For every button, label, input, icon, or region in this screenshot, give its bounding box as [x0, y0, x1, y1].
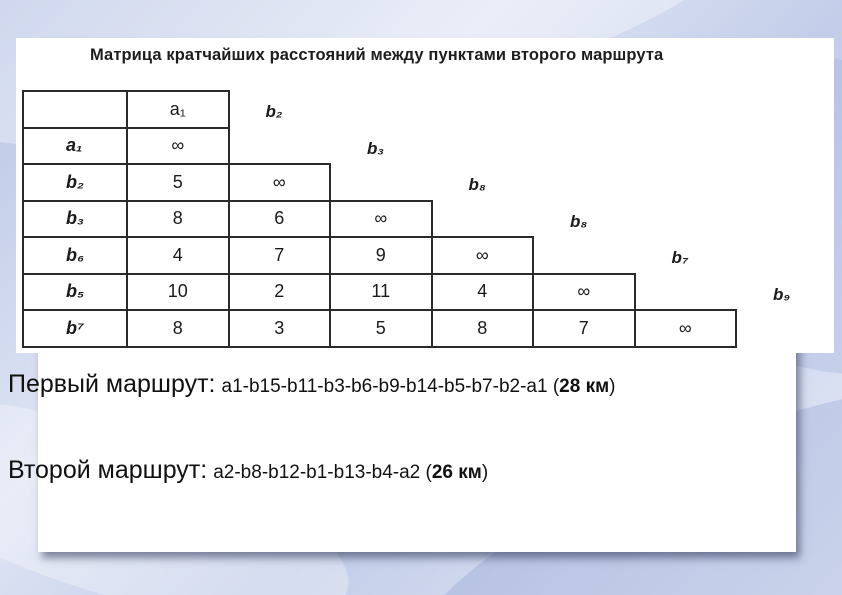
matrix-cell: ∞	[532, 273, 636, 312]
diagonal-label: b₂	[265, 102, 283, 121]
matrix-cell: 11	[329, 273, 433, 312]
second-route-close: )	[481, 462, 489, 483]
second-route-sequence: a2-b8-b12-b1-b13-b4-a2 (	[213, 462, 432, 483]
diagonal-label: b₉	[773, 284, 791, 304]
first-route-label: Первый маршрут:	[8, 370, 216, 398]
matrix-corner-cell	[22, 90, 128, 129]
matrix-cell: ∞	[634, 309, 738, 348]
matrix-title: Матрица кратчайших расстояний между пунктами второго маршрута	[90, 46, 664, 64]
second-route-path	[213, 462, 488, 483]
row-header-cell: b₆	[22, 236, 128, 275]
matrix-cell: 4	[126, 236, 230, 275]
matrix-cell: 9	[329, 236, 433, 275]
first-route-distance: 28 км	[559, 376, 610, 397]
first-route-path	[222, 376, 616, 397]
first-route-close: )	[609, 376, 616, 397]
matrix-cell: 8	[126, 309, 230, 348]
matrix-cell: 4	[431, 273, 535, 312]
diagonal-label: b₈	[468, 175, 486, 194]
first-route	[8, 370, 615, 399]
matrix-cell: 2	[228, 273, 332, 312]
matrix-cell: ∞	[126, 127, 230, 166]
diagonal-label: b₃	[367, 138, 384, 158]
matrix-cell: ∞	[228, 163, 332, 202]
diagonal-label: b₈	[570, 211, 588, 231]
second-route-distance: 26 км	[431, 462, 482, 483]
matrix-cell: 7	[228, 236, 332, 275]
matrix-cell: 8	[126, 200, 230, 239]
row-header-cell: a₁	[22, 127, 128, 166]
matrix-cell: 6	[228, 200, 332, 239]
row-header-cell: b₃	[22, 200, 128, 239]
row-header-cell: b₂	[22, 163, 128, 202]
row-header-cell: b⁷	[22, 309, 128, 348]
matrix-cell: 10	[126, 273, 230, 312]
row-header-cell: b₅	[22, 273, 128, 312]
matrix-cell: 7	[532, 309, 636, 348]
matrix-cell: 8	[431, 309, 535, 348]
second-route	[8, 456, 488, 485]
column-header-cell: a₁	[126, 90, 230, 129]
matrix-cell: 5	[126, 163, 230, 202]
matrix-cell: ∞	[329, 200, 433, 239]
second-route-label: Второй маршрут:	[8, 456, 208, 484]
diagonal-label: b₇	[671, 248, 689, 267]
matrix-cell: 5	[329, 309, 433, 348]
matrix-cell: 3	[228, 309, 332, 348]
first-route-sequence: a1-b15-b11-b3-b6-b9-b14-b5-b7-b2-a1 (	[221, 376, 560, 397]
matrix-cell: ∞	[431, 236, 535, 275]
